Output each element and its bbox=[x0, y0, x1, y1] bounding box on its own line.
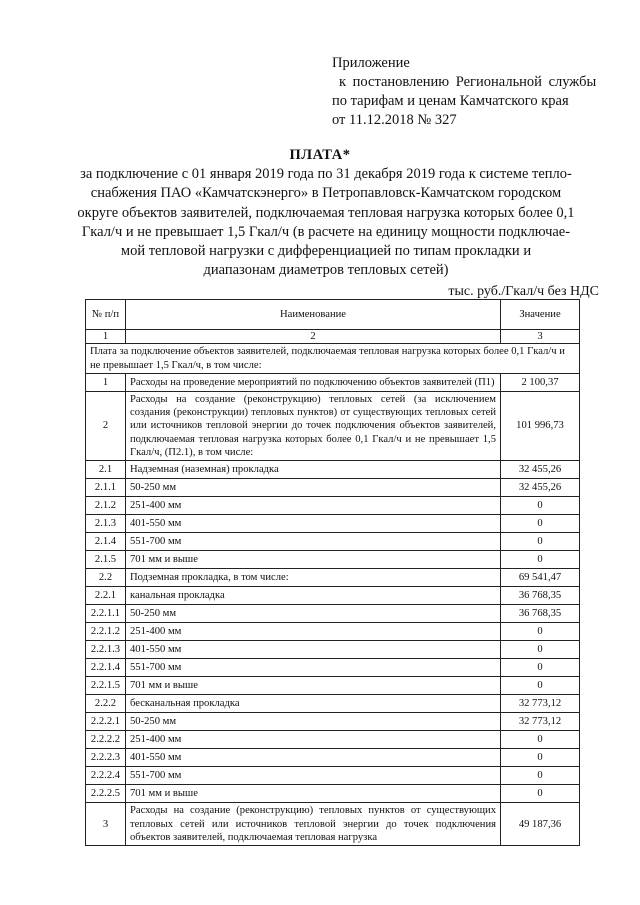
appendix-line: по тарифам и ценам Камчатского края bbox=[332, 93, 569, 109]
row-value: 49 187,36 bbox=[501, 803, 580, 846]
table-row bbox=[86, 749, 580, 767]
table-row bbox=[86, 587, 580, 605]
table-row bbox=[86, 569, 580, 587]
table-row bbox=[86, 677, 580, 695]
row-value: 0 bbox=[501, 731, 580, 749]
row-number: 2.1.1 bbox=[86, 479, 126, 497]
row-value: 0 bbox=[501, 551, 580, 569]
row-value: 32 455,26 bbox=[501, 461, 580, 479]
row-value: 0 bbox=[501, 641, 580, 659]
table-row bbox=[86, 461, 580, 479]
header-num: № п/п bbox=[86, 300, 126, 330]
fee-table bbox=[85, 299, 580, 846]
units-label: тыс. руб./Гкал/ч без НДС bbox=[448, 284, 599, 299]
row-name: Расходы на проведение мероприятий по подключению объектов заявителей (П1) bbox=[126, 373, 501, 391]
column-number: 2 bbox=[126, 330, 501, 344]
row-value: 0 bbox=[501, 623, 580, 641]
row-number: 2.2.2.5 bbox=[86, 785, 126, 803]
row-name: 401-550 мм bbox=[126, 749, 501, 767]
row-value: 0 bbox=[501, 677, 580, 695]
row-name: Подземная прокладка, в том числе: bbox=[126, 569, 501, 587]
table-row bbox=[86, 515, 580, 533]
appendix-line: к постановлению Региональной службы bbox=[339, 74, 597, 90]
row-number: 2.2.1.2 bbox=[86, 623, 126, 641]
row-number: 2.2.2.4 bbox=[86, 767, 126, 785]
row-name: 551-700 мм bbox=[126, 659, 501, 677]
subtitle-line: мой тепловой нагрузки с дифференциацией по типам прокладки и bbox=[120, 243, 532, 260]
row-name: 50-250 мм bbox=[126, 479, 501, 497]
row-number: 2.2.1.5 bbox=[86, 677, 126, 695]
row-value: 32 455,26 bbox=[501, 479, 580, 497]
row-number: 2 bbox=[86, 391, 126, 460]
row-value: 2 100,37 bbox=[501, 373, 580, 391]
row-name: 551-700 мм bbox=[126, 767, 501, 785]
row-name: 701 мм и выше bbox=[126, 551, 501, 569]
subtitle-line: округе объектов заявителей, подключаемая тепловая нагрузка которых более 0,1 bbox=[77, 204, 575, 221]
row-value: 0 bbox=[501, 533, 580, 551]
subtitle-line: Гкал/ч и не превышает 1,5 Гкал/ч (в расчете на единицу мощности подключае- bbox=[81, 223, 571, 240]
document-title: ПЛАТА* bbox=[289, 147, 351, 163]
table-row bbox=[86, 497, 580, 515]
row-value: 0 bbox=[501, 497, 580, 515]
appendix-line: Приложение bbox=[332, 55, 410, 71]
header-value: Значение bbox=[501, 300, 580, 330]
column-number: 3 bbox=[501, 330, 580, 344]
row-name: 50-250 мм bbox=[126, 713, 501, 731]
row-number: 2.2.1.3 bbox=[86, 641, 126, 659]
table-row bbox=[86, 533, 580, 551]
row-value: 36 768,35 bbox=[501, 587, 580, 605]
header-name: Наименование bbox=[126, 300, 501, 330]
row-value: 32 773,12 bbox=[501, 713, 580, 731]
row-number: 2.2.2.1 bbox=[86, 713, 126, 731]
table-row bbox=[86, 641, 580, 659]
row-name: 251-400 мм bbox=[126, 731, 501, 749]
table-row bbox=[86, 713, 580, 731]
column-number: 1 bbox=[86, 330, 126, 344]
row-value: 0 bbox=[501, 767, 580, 785]
row-name: 701 мм и выше bbox=[126, 677, 501, 695]
row-value: 69 541,47 bbox=[501, 569, 580, 587]
table-row bbox=[86, 551, 580, 569]
row-name: 401-550 мм bbox=[126, 515, 501, 533]
appendix-block bbox=[332, 54, 622, 130]
row-number: 2.2.1.1 bbox=[86, 605, 126, 623]
table-body bbox=[86, 344, 580, 846]
document-subtitle bbox=[40, 165, 612, 281]
row-number: 2.2.2.3 bbox=[86, 749, 126, 767]
row-name: 251-400 мм bbox=[126, 497, 501, 515]
row-number: 2.1.3 bbox=[86, 515, 126, 533]
row-name: Расходы на создание (реконструкцию) тепловых сетей (за исключением создания (реконструкции) тепловых пунктов) от существующих тепловых сетей или источников тепловой энергии до точек подключения объектов заявителей, подключаемая тепловая нагрузка которых более 0,1 Гкал/ч и не превышает 1,5 Гкал/ч, (П2.1), в том числе: bbox=[126, 391, 501, 460]
appendix-line: от 11.12.2018 № 327 bbox=[332, 112, 457, 128]
row-name: 701 мм и выше bbox=[126, 785, 501, 803]
row-value: 0 bbox=[501, 785, 580, 803]
row-value: 36 768,35 bbox=[501, 605, 580, 623]
row-number: 2.2.1.4 bbox=[86, 659, 126, 677]
row-name: 401-550 мм bbox=[126, 641, 501, 659]
row-value: 0 bbox=[501, 749, 580, 767]
subtitle-line: за подключение с 01 января 2019 года по 31 декабря 2019 года к системе тепло- bbox=[80, 166, 572, 182]
table-row bbox=[86, 659, 580, 677]
row-number: 2.1.4 bbox=[86, 533, 126, 551]
table-row bbox=[86, 785, 580, 803]
section-row bbox=[86, 344, 580, 374]
row-name: 50-250 мм bbox=[126, 605, 501, 623]
row-number: 2.1.5 bbox=[86, 551, 126, 569]
table-row bbox=[86, 623, 580, 641]
subtitle-line: снабжения ПАО «Камчатскэнерго» в Петропавловск-Камчатском городском bbox=[90, 185, 562, 202]
row-name: 251-400 мм bbox=[126, 623, 501, 641]
table-row bbox=[86, 695, 580, 713]
table-row bbox=[86, 605, 580, 623]
row-name: канальная прокладка bbox=[126, 587, 501, 605]
row-name: Расходы на создание (реконструкцию) тепловых пунктов от существующих тепловых сетей или источников тепловой энергии до точек подключения объектов заявителей, подключаемая тепловая нагрузка bbox=[126, 803, 501, 846]
row-name: Надземная (наземная) прокладка bbox=[126, 461, 501, 479]
row-name: 551-700 мм bbox=[126, 533, 501, 551]
row-number: 1 bbox=[86, 373, 126, 391]
row-value: 0 bbox=[501, 515, 580, 533]
row-number: 2.1 bbox=[86, 461, 126, 479]
row-number: 2.2.2 bbox=[86, 695, 126, 713]
row-value: 32 773,12 bbox=[501, 695, 580, 713]
row-number: 2.2.2.2 bbox=[86, 731, 126, 749]
subtitle-line: диапазонам диаметров тепловых сетей) bbox=[203, 262, 449, 279]
row-number: 2.1.2 bbox=[86, 497, 126, 515]
column-number-row bbox=[86, 330, 580, 344]
row-name: бесканальная прокладка bbox=[126, 695, 501, 713]
table-row bbox=[86, 803, 580, 846]
header-row bbox=[86, 300, 580, 330]
table-row bbox=[86, 479, 580, 497]
section-title: Плата за подключение объектов заявителей, подключаемая тепловая нагрузка которых более 0,1 Гкал/ч и не превышает 1,5 Гкал/ч, в том числе: bbox=[86, 344, 580, 374]
row-number: 2.2 bbox=[86, 569, 126, 587]
row-number: 3 bbox=[86, 803, 126, 846]
table-row bbox=[86, 373, 580, 391]
row-value: 101 996,73 bbox=[501, 391, 580, 460]
row-value: 0 bbox=[501, 659, 580, 677]
table-row bbox=[86, 767, 580, 785]
row-number: 2.2.1 bbox=[86, 587, 126, 605]
table-row bbox=[86, 731, 580, 749]
table-row bbox=[86, 391, 580, 460]
